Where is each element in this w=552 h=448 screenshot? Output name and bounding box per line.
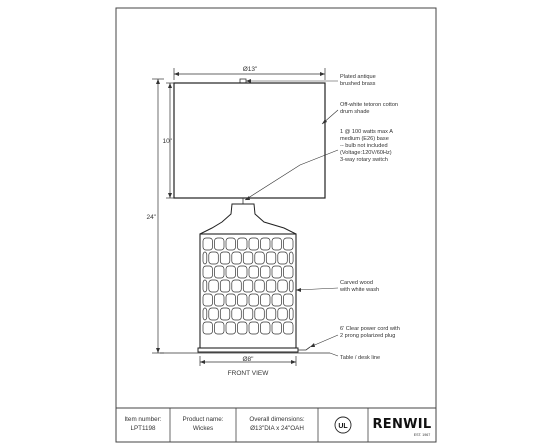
carved-cell xyxy=(243,308,253,320)
carved-cell xyxy=(203,252,207,264)
product-name-label: Product name: xyxy=(182,416,224,423)
dimension-overall-height: 24" xyxy=(146,214,156,221)
carved-cell xyxy=(278,280,288,292)
carved-cell xyxy=(284,322,294,334)
callout-line: with white wash xyxy=(340,287,380,293)
callout-line: medium (E26) base xyxy=(340,136,389,142)
title-block xyxy=(116,408,436,442)
callout-bulb xyxy=(340,129,394,163)
carved-cell xyxy=(215,266,225,278)
callout-line: Carved wood xyxy=(340,280,373,286)
carved-cell xyxy=(209,280,219,292)
dimension-arrows xyxy=(156,72,325,364)
carved-cell xyxy=(238,238,248,250)
carved-cell xyxy=(215,322,225,334)
overall-dimensions-label: Overall dimensions: xyxy=(249,416,305,423)
callout-line: -- bulb not included xyxy=(340,143,388,149)
lamp-drawing xyxy=(160,79,330,353)
carved-cell xyxy=(249,322,259,334)
carved-cell xyxy=(203,322,213,334)
base-neck xyxy=(200,204,296,234)
base-foot xyxy=(198,348,298,352)
carved-cell xyxy=(238,266,248,278)
carved-cell xyxy=(272,266,282,278)
callout-line: 1 @ 100 watts max A xyxy=(340,129,393,135)
callout-line: 6' Clear power cord with xyxy=(340,326,400,332)
overall-dimensions: Ø13"DIA x 24"OAH xyxy=(250,425,304,432)
carved-cell xyxy=(232,308,242,320)
carved-cell xyxy=(272,322,282,334)
carved-cell xyxy=(261,294,271,306)
dimension-shade-height: 10" xyxy=(162,138,172,145)
carved-cell xyxy=(249,266,259,278)
carved-cell xyxy=(215,294,225,306)
carved-cell xyxy=(289,280,293,292)
carved-cell xyxy=(238,322,248,334)
carved-cell xyxy=(284,238,294,250)
callout-line: Off-white tetoron cotton xyxy=(340,102,399,108)
carved-cell xyxy=(284,266,294,278)
carved-cell xyxy=(226,238,236,250)
carved-cell xyxy=(255,280,264,292)
carved-cell xyxy=(255,308,264,320)
dimension-base-width: Ø8" xyxy=(242,356,254,363)
carved-cell xyxy=(284,294,294,306)
carved-cell xyxy=(215,238,225,250)
carved-cell xyxy=(266,252,276,264)
carved-cell xyxy=(261,238,271,250)
carved-cell xyxy=(226,322,236,334)
carved-cell xyxy=(255,252,264,264)
svg-text:UL: UL xyxy=(338,423,348,430)
brand-logo: RENWIL xyxy=(372,417,432,432)
callout-cord xyxy=(340,326,401,339)
carved-cell xyxy=(243,252,253,264)
carved-cell xyxy=(226,266,236,278)
callout-line: 2 prong polarized plug xyxy=(340,333,396,339)
callout-table xyxy=(340,355,380,361)
carved-pattern xyxy=(203,238,293,334)
carved-cell xyxy=(209,252,219,264)
carved-cell xyxy=(272,238,282,250)
callout-shade xyxy=(340,102,400,115)
carved-cell xyxy=(203,280,207,292)
carved-cell xyxy=(261,266,271,278)
carved-cell xyxy=(266,280,276,292)
carved-cell xyxy=(226,294,236,306)
carved-cell xyxy=(238,294,248,306)
power-cord xyxy=(298,347,310,350)
carved-cell xyxy=(266,308,276,320)
drum-shade xyxy=(174,83,325,198)
view-label: FRONT VIEW xyxy=(227,370,269,377)
item-number-label: Item number: xyxy=(124,416,162,423)
carved-cell xyxy=(232,280,242,292)
carved-cell xyxy=(220,280,230,292)
dimension-lines xyxy=(152,68,325,366)
product-name: Wickes xyxy=(192,425,214,432)
carved-cell xyxy=(203,266,213,278)
carved-cell xyxy=(220,252,230,264)
callout-line: drum shade xyxy=(340,109,370,115)
callout-finial xyxy=(340,74,377,87)
carved-cell xyxy=(203,294,213,306)
callout-line: Table / desk line xyxy=(340,355,381,361)
carved-cell xyxy=(249,238,259,250)
carved-cell xyxy=(289,308,293,320)
carved-cell xyxy=(272,294,282,306)
callout-arrowheads xyxy=(245,79,327,347)
carved-cell xyxy=(278,308,288,320)
carved-cell xyxy=(203,238,213,250)
carved-cell xyxy=(261,322,271,334)
carved-cell xyxy=(278,252,288,264)
callout-line: brushed brass xyxy=(340,81,376,87)
carved-cell xyxy=(220,308,230,320)
callout-line: 3-way rotary switch xyxy=(340,157,388,163)
callout-base xyxy=(339,280,379,293)
brand-tagline: EST. 1967 xyxy=(413,433,431,437)
item-number: LPT1198 xyxy=(130,425,156,432)
callout-line: (Voltage:120V/60Hz) xyxy=(340,150,392,156)
dimension-shade-width: Ø13" xyxy=(242,66,258,73)
carved-cell xyxy=(243,280,253,292)
callout-line: Plated antique xyxy=(340,74,376,80)
carved-cell xyxy=(203,308,207,320)
carved-cell xyxy=(289,252,293,264)
carved-cell xyxy=(209,308,219,320)
carved-cell xyxy=(249,294,259,306)
callouts xyxy=(339,74,401,361)
carved-cell xyxy=(232,252,242,264)
